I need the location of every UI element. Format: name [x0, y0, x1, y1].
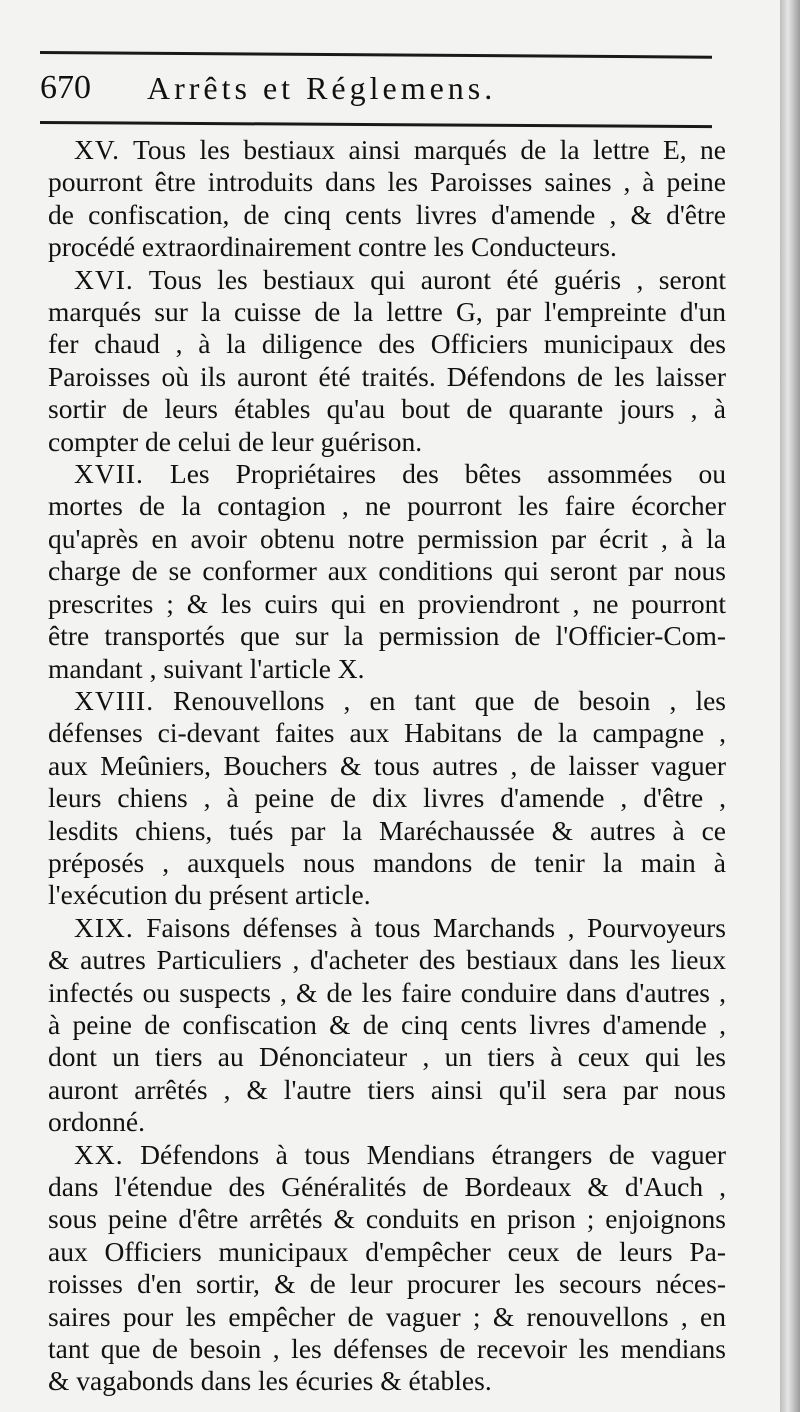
text-line: défenses ci-devant faites aux Habitans de la campagne , — [48, 717, 726, 749]
text-line: sortir de leurs étables qu'au bout de quarante jours , à — [48, 393, 726, 425]
text-line: sous peine d'être arrêtés & conduits en prison ; enjoignons — [48, 1203, 726, 1235]
text-line: tant que de besoin , les défenses de recevoir les mendians — [48, 1333, 726, 1365]
text-line: ordonné. — [48, 1106, 145, 1138]
text-line: XVI. Tous les bestiaux qui auront été guéris , seront — [74, 263, 726, 295]
text-line: XIX. Faisons défenses à tous Marchands , Pourvoyeurs — [74, 911, 726, 943]
text-line: & vagabonds dans les écuries & étables. — [48, 1365, 492, 1397]
text-line: fer chaud , à la diligence des Officiers municipaux des — [48, 328, 726, 360]
text-line: aux Officiers municipaux d'empêcher ceux de leurs Pa- — [48, 1235, 726, 1267]
article-number: XV. — [74, 134, 121, 165]
text-line: XV. Tous les bestiaux ainsi marqués de la lettre E, ne — [74, 134, 726, 165]
article-number: XVII. — [74, 458, 144, 490]
text-line: Paroisses où ils auront été traités. Défendons de les laisser — [48, 360, 726, 392]
text-line: dans l'étendue des Généralités de Bordeaux & d'Auch , — [48, 1171, 726, 1202]
running-title: Arrêts et Réglemens. — [147, 70, 497, 106]
text-line: XX. Défendons à tous Mendians étrangers de vaguer — [74, 1138, 726, 1170]
text-line: de confiscation, de cinq cents livres d'amende , & d'être — [48, 198, 726, 230]
text-line: qu'après en avoir obtenu notre permission par écrit , à la — [48, 522, 726, 554]
text-line: XVIII. Renouvellons , en tant que de besoin , les — [74, 684, 726, 716]
running-head — [40, 64, 712, 112]
text-line: leurs chiens , à peine de dix livres d'amende , d'être , — [48, 782, 726, 814]
article-number: XVI. — [74, 263, 134, 295]
text-line: l'exécution du présent article. — [48, 879, 371, 911]
text-line: pourront être introduits dans les Paroisses saines , à peine — [48, 166, 726, 198]
header-rule-top — [40, 51, 712, 59]
text-line: lesdits chiens, tués par la Maréchaussée & autres à ce — [48, 814, 726, 846]
text-line: infectés ou suspects , & de les faire conduire dans d'autres , — [48, 976, 726, 1008]
text-line: compter de celui de leur guérison. — [48, 425, 423, 457]
text-line: à peine de confiscation & de cinq cents livres d'amende , — [48, 1008, 726, 1040]
text-line: être transportés que sur la permission de l'Officier-Com- — [48, 620, 726, 652]
text-line: prescrites ; & les cuirs qui en proviendront , ne pourront — [48, 587, 726, 619]
text-line: dont un tiers au Dénonciateur , un tiers à ceux qui les — [48, 1041, 726, 1073]
article-xviii — [48, 685, 726, 912]
text-line: mandant , suivant l'article X. — [48, 652, 365, 684]
text-line: marqués sur la cuisse de la lettre G, par l'empreinte d'un — [48, 296, 726, 328]
text-line: & autres Particuliers , d'acheter des bestiaux dans les lieux — [48, 944, 726, 976]
text-line: aux Meûniers, Bouchers & tous autres , de laisser vaguer — [48, 749, 726, 781]
article-number: XX. — [74, 1138, 124, 1170]
text-line: XVII. Les Propriétaires des bêtes assommées ou — [74, 458, 726, 490]
page-edge — [780, 0, 800, 1412]
text-line: mortes de la contagion , ne pourront les faire écorcher — [48, 490, 726, 522]
text-line: charge de se conformer aux conditions qui seront par nous — [48, 555, 726, 587]
article-xv — [48, 134, 726, 264]
text-line: procédé extraordinairement contre les Conducteurs. — [48, 231, 617, 263]
article-xvii — [48, 458, 726, 685]
text-line: roisses d'en sortir, & de leur procurer les secours néces- — [48, 1268, 726, 1300]
article-xvi — [48, 264, 726, 458]
article-number: XVIII. — [74, 684, 155, 716]
text-line: préposés , auxquels nous mandons de tenir la main à — [48, 846, 726, 878]
text-line: saires pour les empêcher de vaguer ; & renouvellons , en — [48, 1300, 726, 1332]
header-rule-bottom — [40, 121, 712, 128]
article-xix — [48, 912, 726, 1139]
page-number: 670 — [40, 69, 91, 106]
article-xx — [48, 1139, 726, 1398]
text-line: auront arrêtés , & l'autre tiers ainsi qu'il sera par nous — [48, 1073, 726, 1105]
article-number: XIX. — [74, 911, 134, 943]
body-text — [48, 134, 726, 1398]
